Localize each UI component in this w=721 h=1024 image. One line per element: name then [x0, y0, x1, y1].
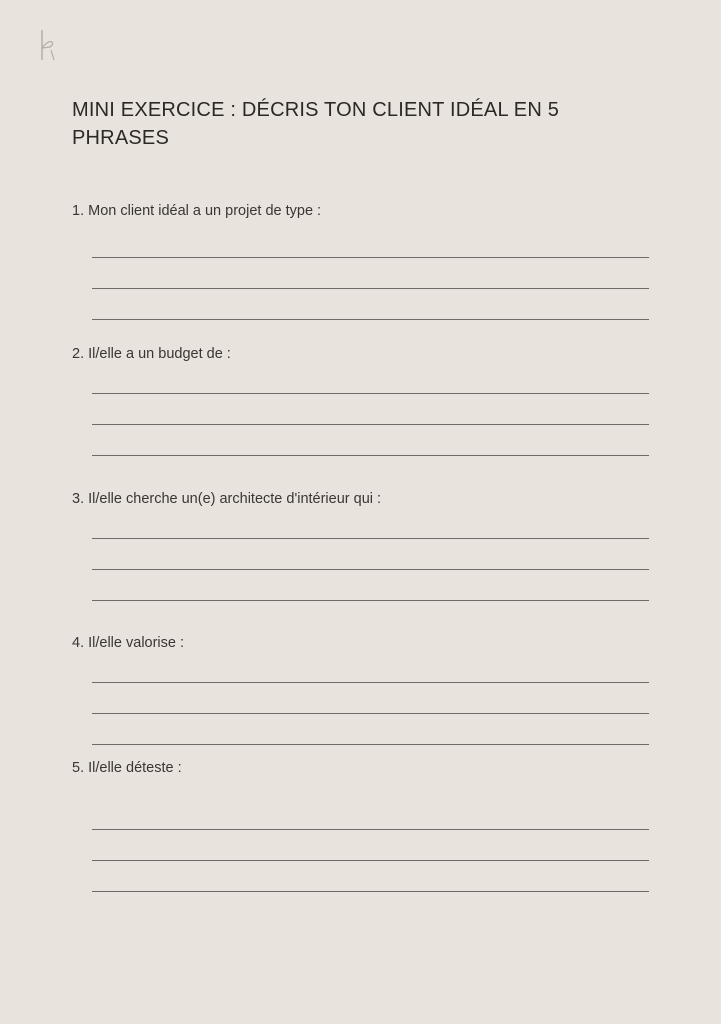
question-3-label: 3. Il/elle cherche un(e) architecte d'intérieur qui : [72, 491, 382, 507]
question-4-label: 4. Il/elle valorise : [72, 635, 185, 651]
answer-line[interactable] [92, 319, 649, 320]
k-monogram-logo-icon [38, 28, 60, 62]
answer-line[interactable] [92, 682, 649, 683]
answer-line[interactable] [92, 744, 649, 745]
answer-line[interactable] [92, 393, 649, 394]
answer-line[interactable] [92, 538, 649, 539]
answer-line[interactable] [92, 288, 649, 289]
answer-line[interactable] [92, 891, 649, 892]
answer-line[interactable] [92, 829, 649, 830]
question-2-label: 2. Il/elle a un budget de : [72, 346, 231, 362]
answer-line[interactable] [92, 860, 649, 861]
answer-line[interactable] [92, 713, 649, 714]
page-title: MINI EXERCICE : DÉCRIS TON CLIENT IDÉAL EN 5 PHRASES [72, 99, 560, 149]
answer-line[interactable] [92, 424, 649, 425]
answer-line[interactable] [92, 257, 649, 258]
question-5-label: 5. Il/elle déteste : [72, 760, 182, 776]
answer-line[interactable] [92, 455, 649, 456]
answer-line[interactable] [92, 569, 649, 570]
question-1-label: 1. Mon client idéal a un projet de type : [72, 203, 322, 219]
answer-line[interactable] [92, 600, 649, 601]
